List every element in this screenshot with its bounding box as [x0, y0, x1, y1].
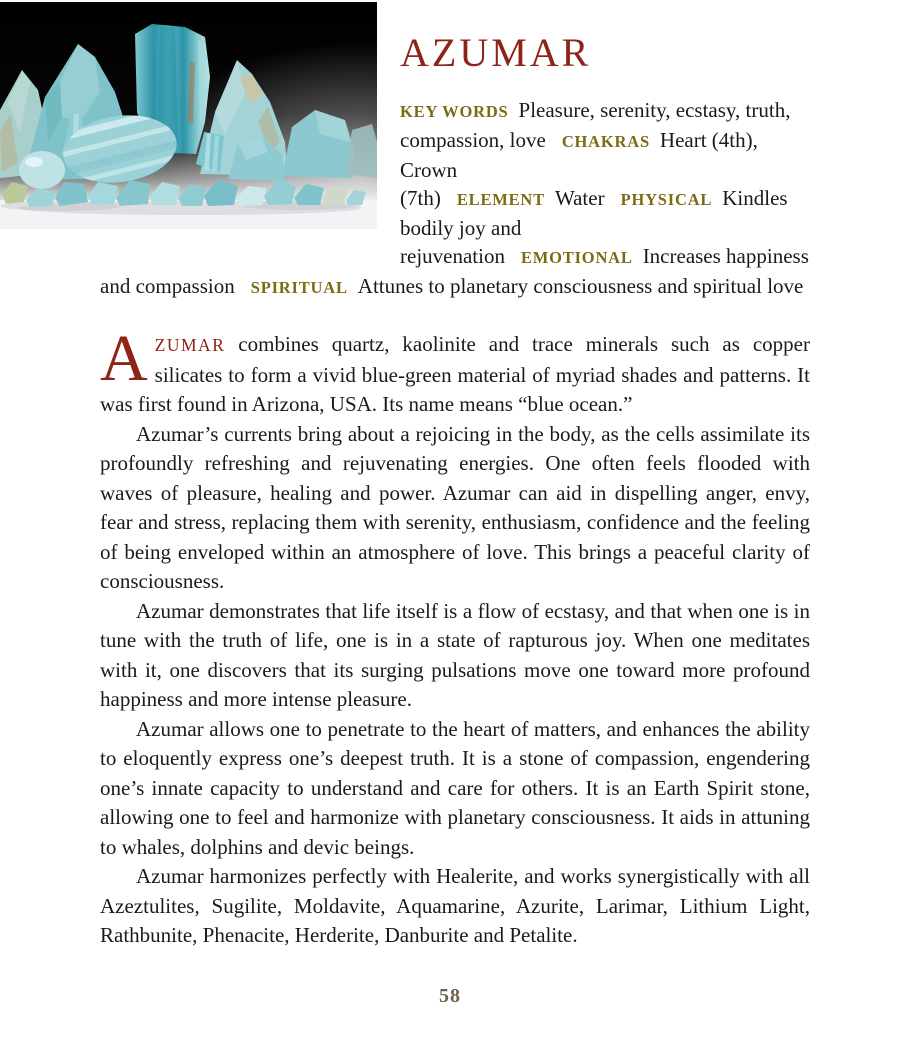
paragraph-currents: Azumar’s currents bring about a rejoicing in the body, as the cells assimilate its profoundly refreshing and rejuvenating energies. One often feels flooded with waves of pleasure, healing and power. Azumar can aid in dispelling anger, envy, fear and stress, replacing them with serenity, enthusiasm, confidence and the feeling of being enveloped within an atmosphere of love. This brings a peaceful clarity of consciousness. [100, 421, 810, 593]
property-label-emotional: EMOTIONAL [520, 248, 633, 267]
property-value-element: Water [554, 186, 605, 210]
property-label-element: ELEMENT [456, 190, 545, 209]
property-value-emotional: Increases happiness and compassion [100, 244, 809, 298]
page-title: AZUMAR [400, 30, 592, 75]
page-number: 58 [439, 985, 461, 1007]
property-label-chakras: CHAKRAS [561, 132, 650, 151]
paragraph-compassion: Azumar allows one to penetrate to the heart of matters, and enhances the ability to eloquently express one’s deepest truth. It is a stone of compassion, engendering one’s innate capacity to understand and care for others. It is an Earth Spirit stone, allowing one to feel and harmonize with planetary consciousness. It aids in attuning to whales, dolphins and devic beings. [100, 716, 810, 859]
property-value-key-words: Pleasure, serenity, ecstasy, truth, compassion, love [400, 98, 791, 152]
drop-cap: A [100, 322, 148, 395]
stone-egg [19, 151, 65, 189]
paragraph-intro [100, 322, 810, 420]
property-value-chakras: Heart (4th), Crown (7th) [400, 128, 758, 210]
stone-highlight [25, 157, 43, 167]
crystal-photo-illustration [0, 2, 377, 229]
property-value-spiritual: Attunes to planetary consciousness and spiritual love [357, 274, 804, 298]
page-footer [0, 985, 900, 1008]
azumar-specimens-photo [0, 2, 377, 229]
property-value-physical: Kindles bodily joy and rejuvenation [400, 186, 788, 268]
article-body [100, 322, 810, 951]
property-label-key-words: KEY WORDS [400, 102, 509, 121]
page-content [100, 0, 810, 951]
property-label-physical: PHYSICAL [620, 190, 713, 209]
paragraph-intro-text: combines quartz, kaolinite and trace minerals such as copper silicates to form a vivid blue-green material of myriad shades and patterns. It was first found in Arizona, USA. Its name means “blue ocean.” [100, 332, 810, 416]
property-label-spiritual: SPIRITUAL [250, 278, 348, 297]
paragraph-harmonizes: Azumar harmonizes perfectly with Healerite, and works synergistically with all Azeztulites, Sugilite, Moldavite, Aquamarine, Azurite, Larimar, Lithium Light, Rathbunite, Phenacite, Herderite, Danburite and Petalite. [100, 864, 810, 947]
paragraph-ecstasy: Azumar demonstrates that life itself is a flow of ecstasy, and that when one is in tune with the truth of life, one is in a state of rapturous joy. When one meditates with it, one discovers that its surging pulsations move one toward more profound happiness and more intense pleasure. [100, 598, 810, 711]
lead-small-caps: ZUMAR [154, 335, 226, 355]
